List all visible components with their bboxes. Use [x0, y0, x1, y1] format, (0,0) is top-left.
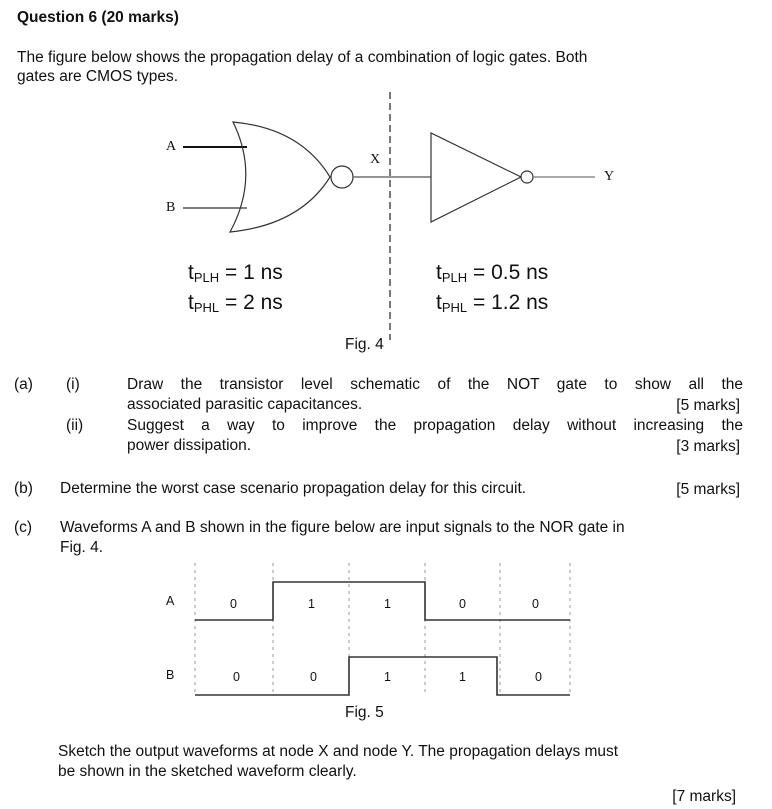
part-c-line4: be shown in the sketched waveform clearly. [58, 763, 357, 780]
question-title: Question 6 (20 marks) [17, 9, 179, 26]
part-c-label: (c) [14, 519, 33, 536]
part-a-label: (a) [14, 376, 33, 393]
nor-tphl: $t_{PHL} = 2$ ns [188, 291, 283, 315]
part-c-line3: Sketch the output waveforms at node X and node Y. The propagation delays must [58, 743, 619, 760]
part-b-marks: [5 marks] [676, 481, 740, 498]
part-c-line2: Fig. 4. [60, 539, 104, 556]
part-a-ii-label: (ii) [66, 417, 84, 434]
part-a-ii-marks: [3 marks] [676, 438, 740, 455]
fig5-caption: Fig. 5 [345, 704, 384, 721]
part-c-marks: [7 marks] [672, 788, 736, 805]
part-a-i-marks: [5 marks] [676, 397, 740, 414]
signal-b-label: B [166, 668, 175, 682]
a-value: 0 [532, 597, 539, 611]
intro-line-1: The figure below shows the propagation delay of a combination of logic gates. Both [17, 49, 588, 66]
b-value: 0 [310, 670, 317, 684]
a-value: 1 [308, 597, 315, 611]
not-tphl: $t_{PHL} = 1.2$ ns [436, 291, 549, 315]
part-a-ii-line1: Suggest a way to improve the propagation delay without increasing the [127, 417, 743, 434]
label-a: A [166, 139, 177, 154]
part-b-text: Determine the worst case scenario propagation delay for this circuit. [60, 480, 527, 497]
not-tplh: $t_{PLH} = 0.5$ ns [436, 261, 549, 285]
part-a-i-line2: associated parasitic capacitances. [127, 396, 363, 413]
label-x: X [370, 152, 381, 167]
intro-line-2: gates are CMOS types. [17, 68, 179, 85]
b-value: 0 [233, 670, 240, 684]
label-y: Y [604, 169, 615, 184]
waveform-b [195, 657, 570, 695]
nor-tplh: $t_{PLH} = 1$ ns [188, 261, 283, 285]
part-a-ii-line2: power dissipation. [127, 437, 252, 454]
signal-a-label: A [166, 594, 175, 608]
a-value: 0 [459, 597, 466, 611]
a-value: 1 [384, 597, 391, 611]
part-a-i-line1: Draw the transistor level schematic of the NOT gate to show all the [127, 376, 743, 393]
waveform-a [195, 582, 570, 620]
fig4-caption: Fig. 4 [345, 336, 384, 353]
a-value: 0 [230, 597, 237, 611]
b-value: 0 [535, 670, 542, 684]
part-b-label: (b) [14, 480, 33, 497]
b-value: 1 [459, 670, 466, 684]
b-value: 1 [384, 670, 391, 684]
part-a-i-label: (i) [66, 376, 80, 393]
part-c-line1: Waveforms A and B shown in the figure below are input signals to the NOR gate in [60, 519, 625, 536]
label-b: B [166, 200, 176, 215]
